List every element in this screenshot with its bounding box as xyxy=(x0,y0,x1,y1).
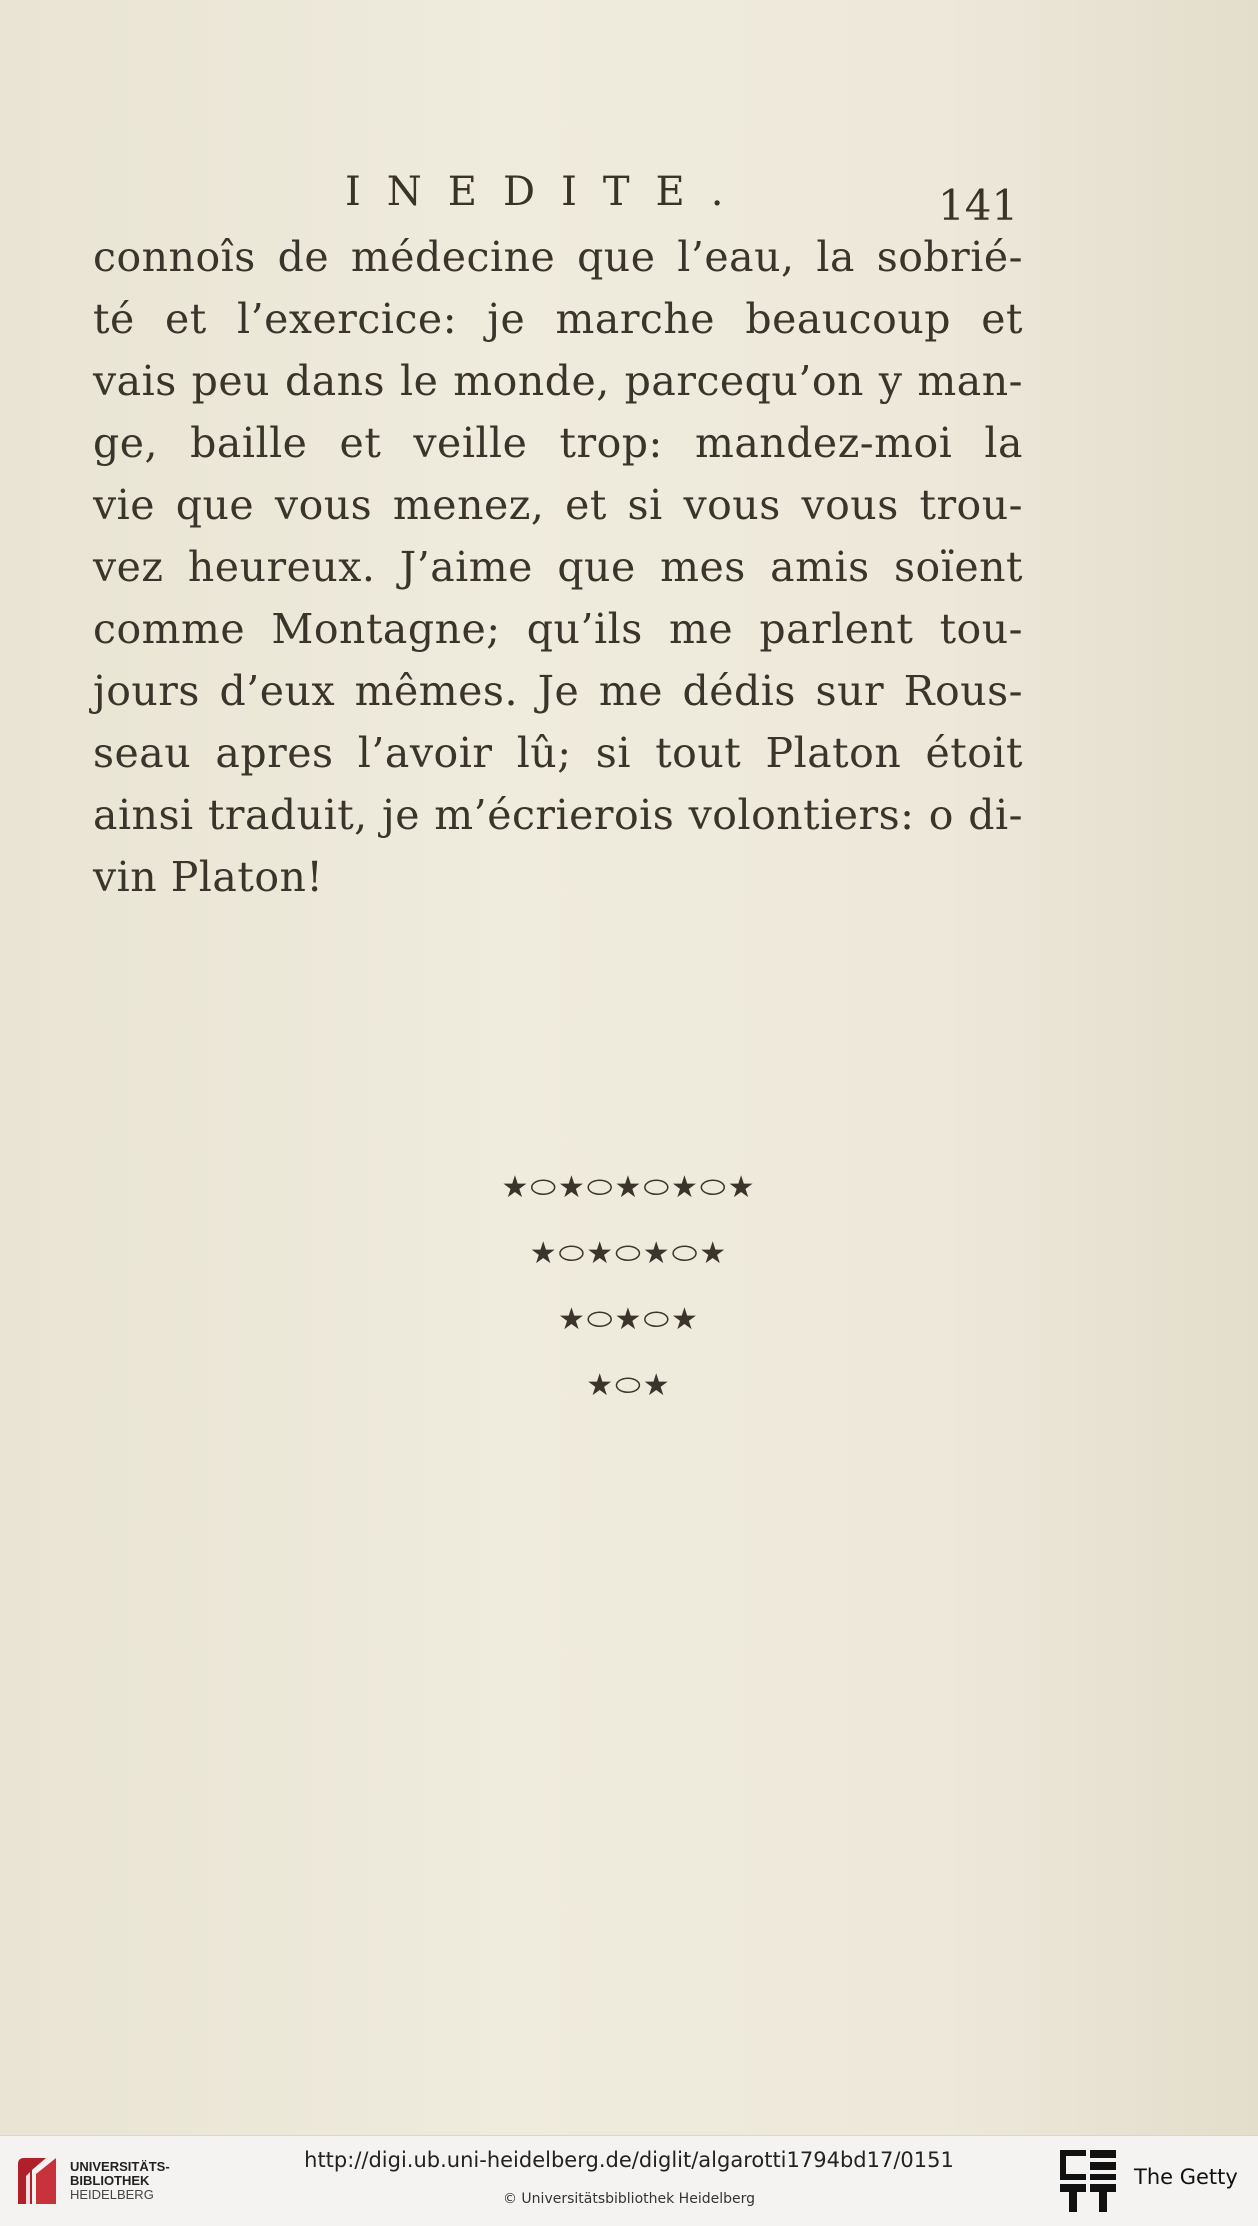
text-line: vie que vous menez, et si vous vous trou- xyxy=(93,481,1023,529)
text-line: vin Platon! xyxy=(93,853,324,901)
text-line: connoîs de médecine que l’eau, la sobrié- xyxy=(93,233,1023,281)
running-title: INEDITE. xyxy=(345,169,750,215)
ub-logo-line: BIBLIOTHEK xyxy=(70,2173,150,2188)
ornament-row: ★⬭★⬭★⬭★ xyxy=(529,1236,729,1271)
text-line: comme Montagne; qu’ils me parlent tou- xyxy=(93,605,1023,653)
text-line: jours d’eux mêmes. Je me dédis sur Rous- xyxy=(93,667,1023,715)
permalink-url[interactable]: http://digi.ub.uni-heidelberg.de/diglit/algarotti1794bd17/0151 xyxy=(304,2148,954,2172)
ornament-row: ★⬭★ xyxy=(586,1368,672,1403)
page-number: 141 xyxy=(938,181,1019,230)
text-line: seau apres l’avoir lû; si tout Platon étoit xyxy=(93,729,1023,777)
footer-bar xyxy=(0,2135,1258,2226)
text-line: ge, baille et veille trop: mandez-moi la xyxy=(93,419,1023,467)
ub-logo-line: HEIDELBERG xyxy=(70,2187,154,2202)
ornament-tailpiece xyxy=(0,1155,1258,1419)
getty-logo-icon[interactable] xyxy=(1058,2148,1118,2214)
copyright-notice: © Universitätsbibliothek Heidelberg xyxy=(502,2191,755,2207)
page-header xyxy=(0,162,1258,230)
text-line: ainsi traduit, je m’écrierois volontiers: o di- xyxy=(93,791,1023,839)
text-line: vez heureux. J’aime que mes amis soïent xyxy=(93,543,1023,591)
getty-label[interactable]: The Getty xyxy=(1134,2165,1238,2189)
text-line: té et l’exercice: je marche beaucoup et xyxy=(93,295,1023,343)
body-text xyxy=(93,226,1023,908)
text-line: vais peu dans le monde, parcequ’on y man- xyxy=(93,357,1023,405)
ornament-row: ★⬭★⬭★⬭★⬭★ xyxy=(501,1170,757,1205)
ub-logo-line: UNIVERSITÄTS- xyxy=(70,2159,170,2174)
ornament-row: ★⬭★⬭★ xyxy=(558,1302,700,1337)
